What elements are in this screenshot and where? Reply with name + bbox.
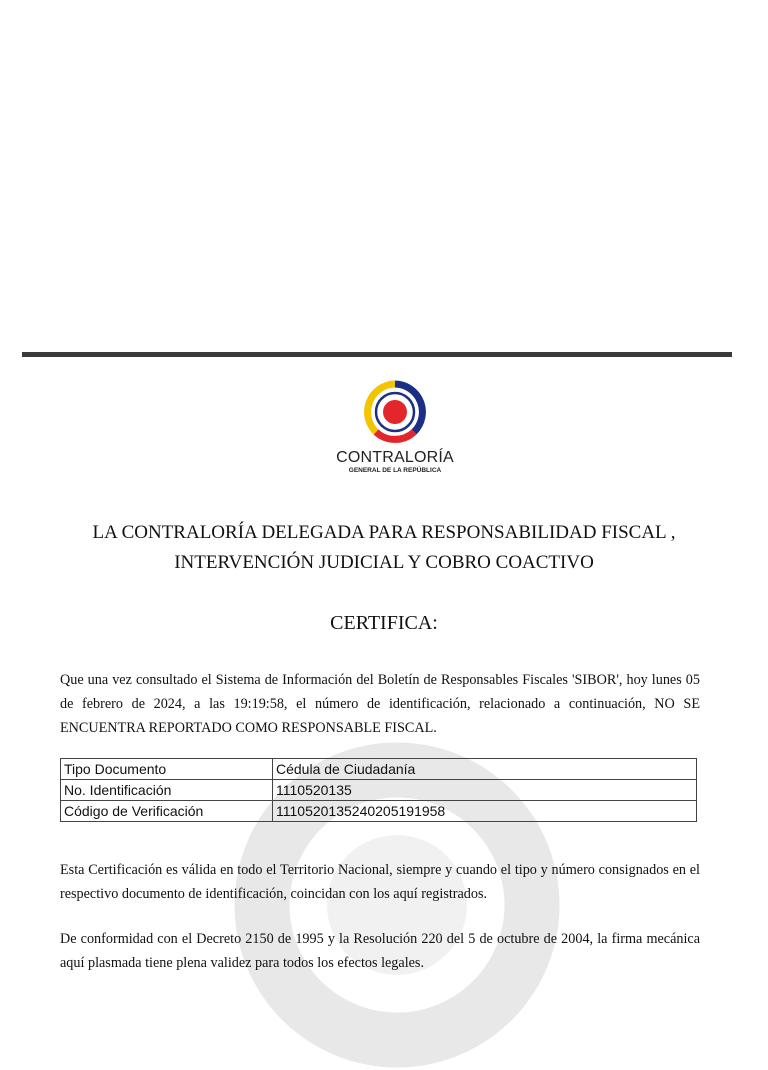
table-row xyxy=(61,759,697,780)
logo-subtitle: GENERAL DE LA REPÚBLICA xyxy=(348,467,442,474)
legal-paragraph: De conformidad con el Decreto 2150 de 1995 y la Resolución 220 del 5 de octubre de 2004, la firma mecánica aquí plasmada tiene plena validez para todos los efectos legales. xyxy=(60,931,700,971)
certification-paragraph: Que una vez consultado el Sistema de Información del Boletín de Responsables Fiscales 'SIBOR', hoy lunes 05 de febrero de 2024, a las 19:19:58, el número de identificación, relacionado a continuación, NO SE ENCUENTRA REPORTADO COMO RESPONSABLE FISCAL. xyxy=(60,672,700,736)
certifica-title: CERTIFICA: xyxy=(330,612,438,634)
row-value: 1110520135 xyxy=(273,780,697,801)
contraloria-logo xyxy=(300,378,490,488)
table-row xyxy=(61,801,697,822)
contraloria-emblem-icon xyxy=(364,378,426,446)
validity-paragraph: Esta Certificación es válida en todo el Territorio Nacional, siempre y cuando el tipo y número consignados en el respectivo documento de identificación, coincidan con los aquí registrados. xyxy=(60,862,700,902)
heading-line-2: INTERVENCIÓN JUDICIAL Y COBRO COACTIVO xyxy=(174,552,594,573)
row-label: No. Identificación xyxy=(61,780,273,801)
document-heading xyxy=(40,518,728,578)
table-row xyxy=(61,780,697,801)
row-label: Tipo Documento xyxy=(61,759,273,780)
heading-line-1: LA CONTRALORÍA DELEGADA PARA RESPONSABILIDAD FISCAL , xyxy=(92,522,676,543)
logo-name: CONTRALORÍA xyxy=(336,449,454,466)
row-label: Código de Verificación xyxy=(61,801,273,822)
identification-table xyxy=(60,758,697,822)
row-value: Cédula de Ciudadanía xyxy=(273,759,697,780)
row-value: 1110520135240205191958 xyxy=(273,801,697,822)
header-divider xyxy=(22,352,732,357)
